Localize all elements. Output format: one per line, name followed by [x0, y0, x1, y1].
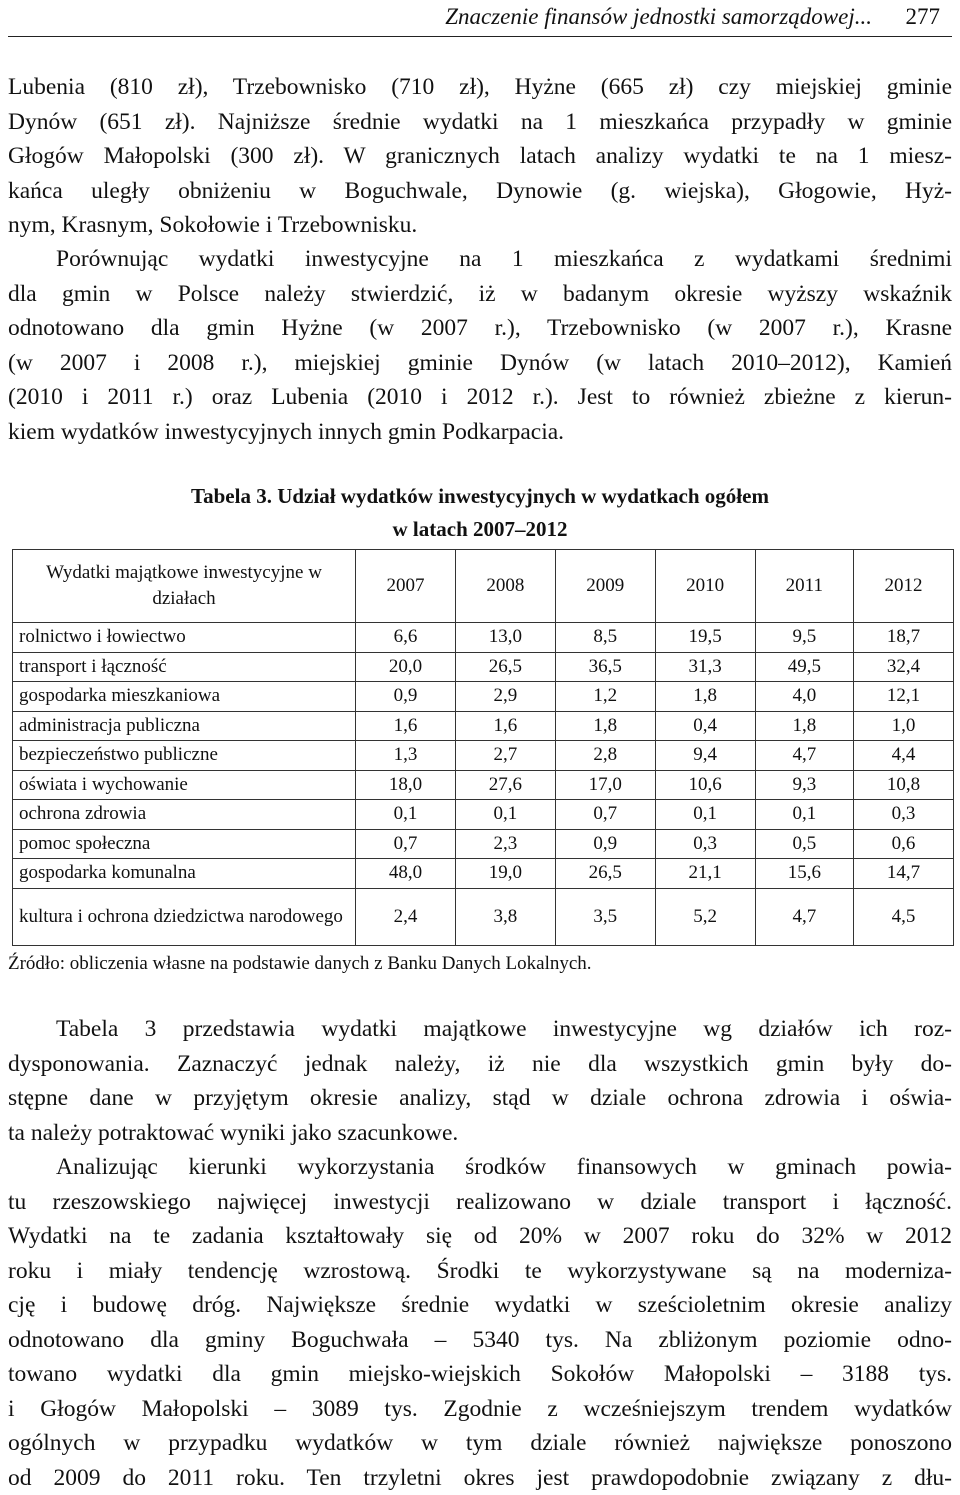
- row-label: transport i łączność: [13, 652, 356, 682]
- table-caption: [8, 480, 952, 546]
- text-line: Analizując kierunki wykorzystania środków finansowych w gminach powia-: [8, 1150, 952, 1185]
- table-cell: 31,3: [655, 652, 755, 682]
- table-cell: 1,3: [356, 741, 456, 771]
- text-line: tu rzeszowskiego najwięcej inwestycji realizowano w dziale transport i łączność.: [8, 1185, 952, 1220]
- table-cell: 1,2: [555, 682, 655, 712]
- table-cell: 48,0: [356, 859, 456, 889]
- table-row: [13, 800, 954, 830]
- table-row: [13, 623, 954, 653]
- table-cell: 2,8: [555, 741, 655, 771]
- page-header: [8, 0, 952, 37]
- table-cell: 1,6: [356, 711, 456, 741]
- table-cell: 0,9: [555, 829, 655, 859]
- table-cell: 4,4: [854, 741, 954, 771]
- text-line: Porównując wydatki inwestycyjne na 1 mieszkańca z wydatkami średnimi: [8, 242, 952, 277]
- table-cell: 12,1: [854, 682, 954, 712]
- table-row: [13, 652, 954, 682]
- table-cell: 0,4: [655, 711, 755, 741]
- book-page: [8, 0, 952, 37]
- table-cell: 18,7: [854, 623, 954, 653]
- table-cell: 4,5: [854, 888, 954, 945]
- page-number: 277: [906, 4, 941, 30]
- table-cell: 19,0: [455, 859, 555, 889]
- table-row: [13, 711, 954, 741]
- table-cell: 2,4: [356, 888, 456, 945]
- table-cell: 17,0: [555, 770, 655, 800]
- row-label: pomoc społeczna: [13, 829, 356, 859]
- table-row: [13, 859, 954, 889]
- row-label: oświata i wychowanie: [13, 770, 356, 800]
- text-line: cję i budowę dróg. Największe średnie wydatki w sześcioletnim okresie analizy: [8, 1288, 952, 1323]
- paragraph-3: [8, 1012, 952, 1150]
- table-cell: 2,9: [455, 682, 555, 712]
- data-table: [12, 549, 954, 946]
- text-line: kańca uległy obniżeniu w Boguchwale, Dynowie (g. wiejska), Głogowie, Hyż-: [8, 174, 952, 209]
- table-cell: 4,0: [755, 682, 854, 712]
- table-cell: 4,7: [755, 741, 854, 771]
- text-line: nym, Krasnym, Sokołowie i Trzebownisku.: [8, 208, 952, 243]
- table-cell: 14,7: [854, 859, 954, 889]
- table-cell: 4,7: [755, 888, 854, 945]
- table-cell: 26,5: [455, 652, 555, 682]
- text-line: roku i miały tendencję wzrostową. Środki te wykorzystywane są na moderniza-: [8, 1254, 952, 1289]
- text-line: od 2009 do 2011 roku. Ten trzyletni okres jest prawdopodobnie związany z dłu-: [8, 1461, 952, 1495]
- running-title: Znaczenie finansów jednostki samorządowej...: [445, 4, 872, 30]
- text-line: stępne dane w przyjętym okresie analizy, stąd w dziale ochrona zdrowia i oświa-: [8, 1081, 952, 1116]
- table-cell: 0,5: [755, 829, 854, 859]
- table-cell: 0,3: [655, 829, 755, 859]
- text-line: (2010 i 2011 r.) oraz Lubenia (2010 i 2012 r.). Jest to również zbieżne z kierun-: [8, 380, 952, 415]
- table-cell: 1,8: [655, 682, 755, 712]
- source-note: Źródło: obliczenia własne na podstawie danych z Banku Danych Lokalnych.: [8, 953, 592, 975]
- table-cell: 5,2: [655, 888, 755, 945]
- table-row: [13, 770, 954, 800]
- table-header-label: Wydatki majątkowe inwestycyjne w działach: [13, 550, 356, 623]
- table-cell: 0,7: [555, 800, 655, 830]
- table-cell: 0,6: [854, 829, 954, 859]
- table-caption-line: w latach 2007–2012: [8, 513, 952, 546]
- year-header: 2009: [555, 550, 655, 623]
- table-row: [13, 829, 954, 859]
- text-line: Wydatki na te zadania kształtowały się od 20% w 2007 roku do 32% w 2012: [8, 1219, 952, 1254]
- table-cell: 19,5: [655, 623, 755, 653]
- text-line: ogólnych w przypadku wydatków w tym dziale również największe ponoszono: [8, 1426, 952, 1461]
- table-cell: 26,5: [555, 859, 655, 889]
- table-row: [13, 888, 954, 945]
- table-cell: 32,4: [854, 652, 954, 682]
- table-row: [13, 741, 954, 771]
- table-cell: 3,5: [555, 888, 655, 945]
- table-cell: 0,3: [854, 800, 954, 830]
- table-cell: 0,1: [755, 800, 854, 830]
- table-cell: 10,8: [854, 770, 954, 800]
- table-cell: 0,7: [356, 829, 456, 859]
- table-cell: 0,9: [356, 682, 456, 712]
- paragraph-1: [8, 70, 952, 243]
- text-line: i Głogów Małopolski – 3089 tys. Zgodnie z wcześniejszym trendem wydatków: [8, 1392, 952, 1427]
- row-label: administracja publiczna: [13, 711, 356, 741]
- table-row: [13, 682, 954, 712]
- text-line: dla gmin w Polsce należy stwierdzić, iż w badanym okresie wyższy wskaźnik: [8, 277, 952, 312]
- table-cell: 3,8: [455, 888, 555, 945]
- year-header: 2010: [655, 550, 755, 623]
- table-cell: 1,0: [854, 711, 954, 741]
- table-cell: 10,6: [655, 770, 755, 800]
- table-cell: 36,5: [555, 652, 655, 682]
- year-header: 2012: [854, 550, 954, 623]
- paragraph-4: [8, 1150, 952, 1495]
- year-header: 2008: [455, 550, 555, 623]
- table-cell: 15,6: [755, 859, 854, 889]
- text-line: towano wydatki dla gmin miejsko-wiejskich Sokołów Małopolski – 3188 tys.: [8, 1357, 952, 1392]
- text-line: Lubenia (810 zł), Trzebownisko (710 zł), Hyżne (665 zł) czy miejskiej gminie: [8, 70, 952, 105]
- table-cell: 0,1: [356, 800, 456, 830]
- table-body: [13, 623, 954, 946]
- text-line: dysponowania. Zaznaczyć jednak należy, iż nie dla wszystkich gmin były do-: [8, 1047, 952, 1082]
- table-cell: 1,8: [755, 711, 854, 741]
- table-cell: 49,5: [755, 652, 854, 682]
- table-cell: 27,6: [455, 770, 555, 800]
- table-cell: 13,0: [455, 623, 555, 653]
- row-label: gospodarka mieszkaniowa: [13, 682, 356, 712]
- text-line: odnotowano dla gminy Boguchwała – 5340 tys. Na zbliżonym poziomie odno-: [8, 1323, 952, 1358]
- row-label: kultura i ochrona dziedzictwa narodowego: [13, 888, 356, 945]
- text-line: ta należy potraktować wyniki jako szacunkowe.: [8, 1116, 952, 1151]
- table-cell: 6,6: [356, 623, 456, 653]
- table-header-row: [13, 550, 954, 623]
- text-line: Dynów (651 zł). Najniższe średnie wydatki na 1 mieszkańca przypadły w gminie: [8, 105, 952, 140]
- text-line: kiem wydatków inwestycyjnych innych gmin Podkarpacia.: [8, 415, 952, 450]
- table-cell: 9,4: [655, 741, 755, 771]
- table-cell: 8,5: [555, 623, 655, 653]
- row-label: gospodarka komunalna: [13, 859, 356, 889]
- text-line: Tabela 3 przedstawia wydatki majątkowe inwestycyjne wg działów ich roz-: [8, 1012, 952, 1047]
- year-header: 2011: [755, 550, 854, 623]
- year-header: 2007: [356, 550, 456, 623]
- table-cell: 9,3: [755, 770, 854, 800]
- table-cell: 2,3: [455, 829, 555, 859]
- table-cell: 1,6: [455, 711, 555, 741]
- row-label: rolnictwo i łowiectwo: [13, 623, 356, 653]
- table-cell: 0,1: [455, 800, 555, 830]
- text-line: odnotowano dla gmin Hyżne (w 2007 r.), Trzebownisko (w 2007 r.), Krasne: [8, 311, 952, 346]
- row-label: bezpieczeństwo publiczne: [13, 741, 356, 771]
- table-cell: 18,0: [356, 770, 456, 800]
- table-caption-line: Tabela 3. Udział wydatków inwestycyjnych w wydatkach ogółem: [8, 480, 952, 513]
- table-cell: 2,7: [455, 741, 555, 771]
- table-cell: 21,1: [655, 859, 755, 889]
- table-cell: 1,8: [555, 711, 655, 741]
- row-label: ochrona zdrowia: [13, 800, 356, 830]
- text-line: (w 2007 i 2008 r.), miejskiej gminie Dynów (w latach 2010–2012), Kamień: [8, 346, 952, 381]
- table-cell: 20,0: [356, 652, 456, 682]
- text-line: Głogów Małopolski (300 zł). W granicznych latach analizy wydatki te na 1 miesz-: [8, 139, 952, 174]
- paragraph-2: [8, 242, 952, 449]
- table-cell: 9,5: [755, 623, 854, 653]
- table-cell: 0,1: [655, 800, 755, 830]
